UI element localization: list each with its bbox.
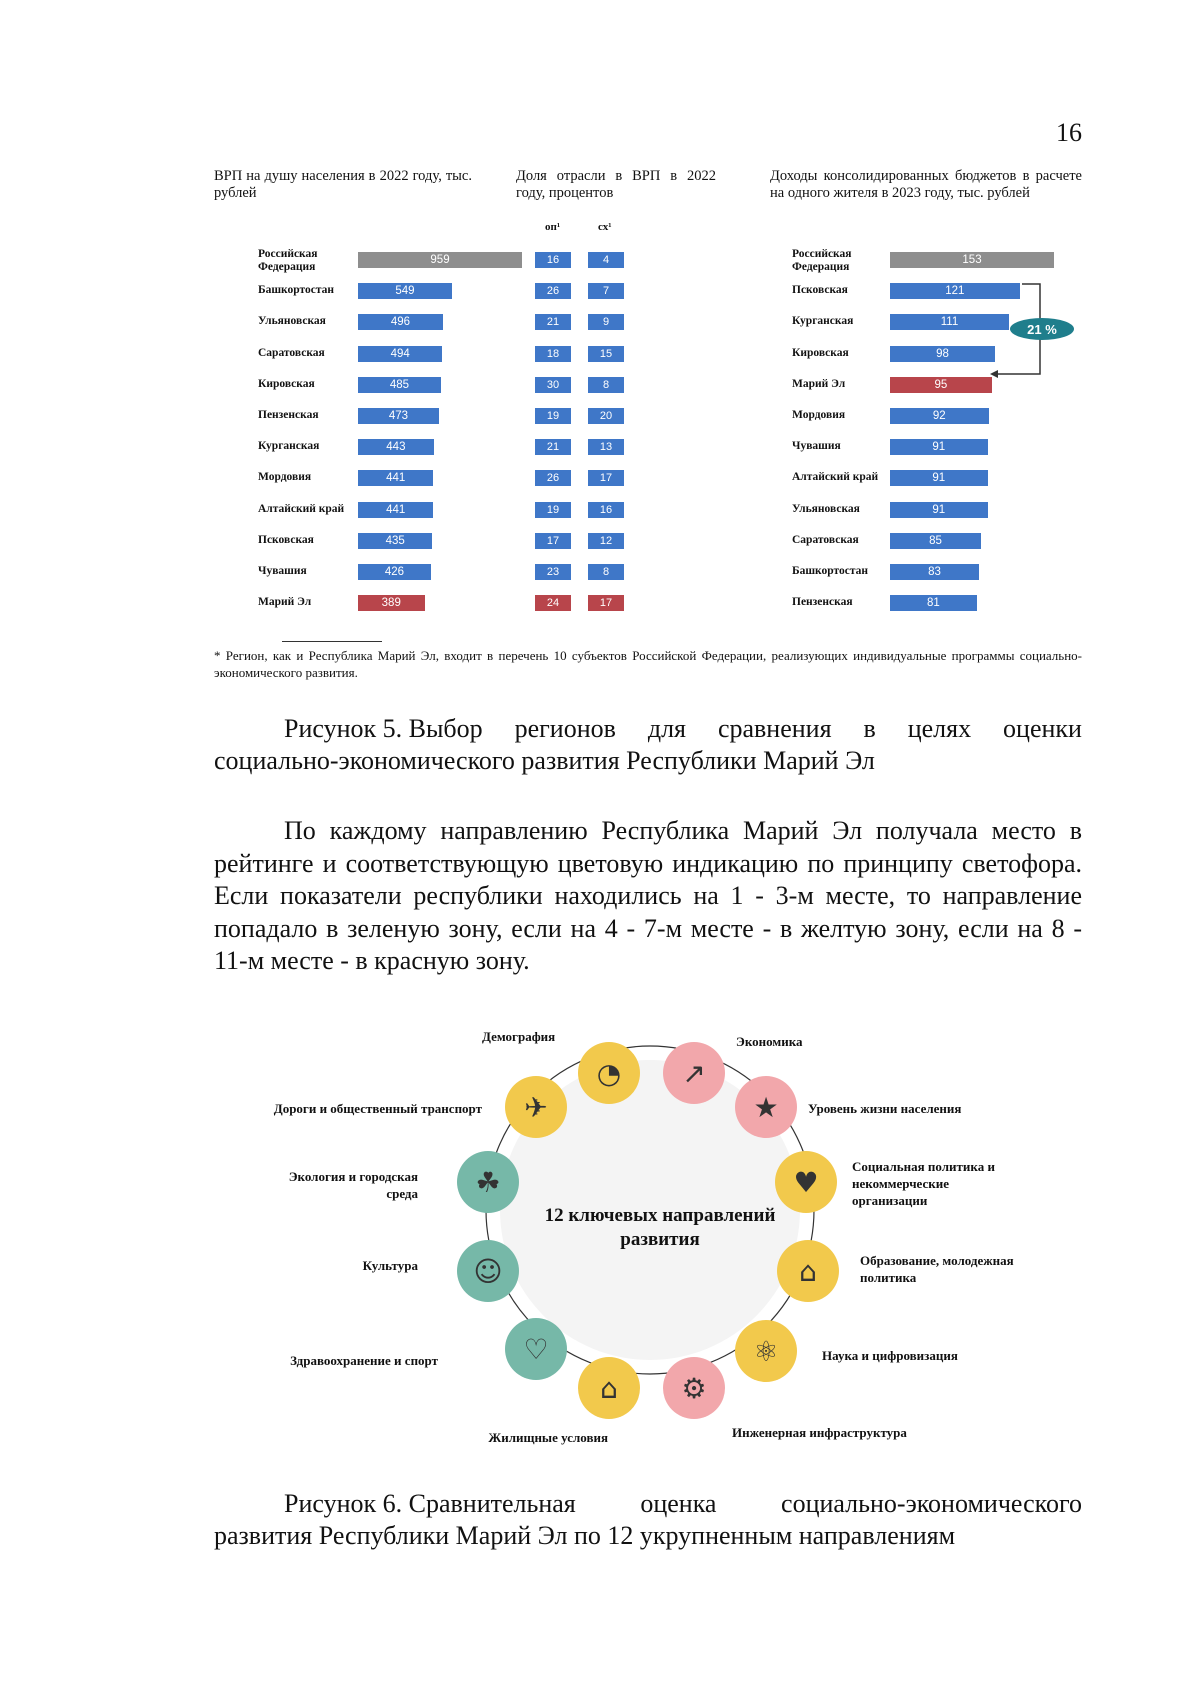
- direction-circle: [457, 1151, 519, 1213]
- living-standard-icon: ★: [753, 1090, 779, 1124]
- op-share-box: 21: [535, 314, 571, 330]
- left-row-label: Алтайский край: [258, 502, 345, 515]
- left-row-label: Курганская: [258, 440, 320, 453]
- left-row-label: Псковская: [258, 533, 314, 546]
- figure5-caption-word: Рисунок 5. Выбор: [284, 714, 483, 743]
- figure6-caption-word: социально-экономического: [781, 1489, 1082, 1518]
- vrp-bar: 959: [358, 252, 522, 268]
- sx-share-box: 9: [588, 314, 624, 330]
- sx-share-box: 20: [588, 408, 624, 424]
- body-paragraph: По каждому направлению Республика Марий Эл получала место в рейтинге и соответствующую цветовую индикацию по принципу светофора. Если показатели республики находились на 1 - 3-м месте, то направление попадало в зеленую зону, если на 4 - 7-м месте - в желтую зону, если на 8 - 11-м месте - в красную зону.: [214, 816, 1082, 975]
- op-share-box: 19: [535, 408, 571, 424]
- direction-circle: [457, 1240, 519, 1302]
- vrp-bar: 441: [358, 470, 433, 486]
- right-row-label: Башкортостан: [792, 565, 869, 577]
- left-row-label: Российская Федерация: [258, 248, 318, 273]
- health-icon: ♡: [523, 1332, 549, 1366]
- diagram-center-title: 12 ключевых направлений развития: [544, 1205, 776, 1250]
- vrp-bar: 494: [358, 346, 442, 362]
- left-row-label: Мордовия: [258, 471, 312, 484]
- figure6-caption-line2: развития Республики Марий Эл по 12 укрупненным направлениям: [214, 1521, 956, 1550]
- sx-share-box: 8: [588, 377, 624, 393]
- op-share-box: 17: [535, 533, 571, 549]
- infrastructure-icon: ⚙: [681, 1371, 707, 1405]
- sx-share-box: 7: [588, 283, 624, 299]
- vrp-bar: 441: [358, 502, 433, 518]
- sx-share-box: 17: [588, 470, 624, 486]
- annotation-21-percent: 21 %: [1027, 322, 1057, 337]
- culture-icon: ☺: [473, 1254, 503, 1288]
- op-share-box: 18: [535, 346, 571, 362]
- op-share-box: 16: [535, 252, 571, 268]
- income-bar: 91: [890, 439, 988, 455]
- direction-circle: [578, 1357, 640, 1419]
- sx-share-box: 17: [588, 595, 624, 611]
- ecology-icon: ☘: [475, 1165, 501, 1199]
- right-row-label: Мордовия: [792, 409, 846, 421]
- op-share-box: 21: [535, 439, 571, 455]
- direction-label: Социальная политика и некоммерческие организации: [852, 1159, 995, 1208]
- direction-label: Здравоохранение и спорт: [290, 1353, 438, 1368]
- sx-share-box: 12: [588, 533, 624, 549]
- page-number: 16: [1056, 118, 1082, 147]
- vrp-bar: 443: [358, 439, 434, 455]
- left-row-label: Пензенская: [258, 409, 319, 421]
- right-row-label: Псковская: [792, 284, 848, 297]
- direction-label: Экономика: [736, 1034, 803, 1049]
- income-bar: 91: [890, 502, 988, 518]
- direction-circle: [775, 1151, 837, 1213]
- economy-icon: ↗: [682, 1056, 706, 1090]
- right-row-label: Саратовская: [792, 533, 859, 546]
- transport-icon: ✈: [524, 1090, 548, 1124]
- direction-label: Наука и цифровизация: [822, 1348, 958, 1363]
- left-row-label: Саратовская: [258, 346, 325, 359]
- op-share-box: 23: [535, 564, 571, 580]
- vrp-bar: 435: [358, 533, 432, 549]
- income-bar: 111: [890, 314, 1009, 330]
- right-row-label: Кировская: [792, 346, 849, 359]
- direction-circle: [735, 1076, 797, 1138]
- chart3-title: Доходы консолидированных бюджетов в расчете на одного жителя в 2023 году, тыс. рублей: [770, 168, 1082, 201]
- figure5-caption-word: для: [647, 714, 687, 743]
- direction-circle: [663, 1357, 725, 1419]
- figure6-caption-word: оценка: [640, 1489, 717, 1518]
- chart1-title: ВРП на душу населения в 2022 году, тыс. рублей: [214, 168, 472, 201]
- direction-circle: [578, 1042, 640, 1104]
- vrp-bar: 473: [358, 408, 439, 424]
- income-bar: 153: [890, 252, 1054, 268]
- vrp-bar: 485: [358, 377, 441, 393]
- sx-share-box: 4: [588, 252, 624, 268]
- housing-icon: ⌂: [600, 1371, 618, 1405]
- sx-share-box: 15: [588, 346, 624, 362]
- figure6-caption: [214, 1488, 1082, 1552]
- figure5-caption-word: целях: [907, 714, 972, 743]
- vrp-bar: 496: [358, 314, 443, 330]
- income-bar: 95: [890, 377, 992, 393]
- left-row-label: Чувашия: [258, 565, 307, 577]
- direction-circle: [777, 1240, 839, 1302]
- right-row-label: Курганская: [792, 315, 854, 328]
- right-row-label: Пензенская: [792, 596, 853, 609]
- right-row-label: Алтайский край: [792, 471, 879, 484]
- left-row-label: Марий Эл: [258, 596, 312, 609]
- figure5-caption-line2: социально-экономического развития Республики Марий Эл: [214, 746, 875, 775]
- direction-label: Демография: [482, 1029, 556, 1044]
- direction-label: Экология и городская среда: [288, 1169, 418, 1201]
- demography-icon: ◔: [596, 1056, 622, 1090]
- figure5-caption-word: оценки: [1003, 714, 1082, 743]
- op-share-box: 26: [535, 283, 571, 299]
- education-icon: ⌂: [799, 1254, 817, 1288]
- vrp-bar: 426: [358, 564, 431, 580]
- income-bar: 98: [890, 346, 995, 362]
- vrp-bar: 389: [358, 595, 425, 611]
- figure5-caption-word: сравнения: [717, 714, 832, 743]
- right-row-label: Ульяновская: [792, 502, 860, 515]
- op-share-box: 26: [535, 470, 571, 486]
- direction-circle: [663, 1042, 725, 1104]
- direction-circle: [735, 1320, 797, 1382]
- direction-label: Инженерная инфраструктура: [732, 1425, 907, 1440]
- op-share-box: 19: [535, 502, 571, 518]
- sx-share-box: 8: [588, 564, 624, 580]
- footnote-divider: [282, 641, 382, 642]
- figure5-caption-word: регионов: [514, 714, 616, 743]
- direction-label: Образование, молодежная политика: [860, 1253, 1014, 1285]
- direction-label: Дороги и общественный транспорт: [273, 1101, 482, 1116]
- direction-circle: [505, 1076, 567, 1138]
- left-row-label: Кировская: [258, 377, 315, 390]
- figure6-caption-word: Рисунок 6. Сравнительная: [284, 1489, 576, 1518]
- sx-share-box: 16: [588, 502, 624, 518]
- income-bar: 81: [890, 595, 977, 611]
- right-row-label: Марий Эл: [792, 377, 846, 390]
- direction-label: Уровень жизни населения: [808, 1101, 962, 1116]
- footnote: * Регион, как и Республика Марий Эл, входит в перечень 10 субъектов Российской Федерации, реализующих индивидуальные программы социально-экономического развития.: [214, 648, 1082, 680]
- left-row-label: Ульяновская: [258, 315, 326, 328]
- income-bar: 83: [890, 564, 979, 580]
- growth-bracket: [990, 278, 1080, 384]
- op-share-box: 30: [535, 377, 571, 393]
- income-bar: 91: [890, 470, 988, 486]
- income-bar: 121: [890, 283, 1020, 299]
- figure5-caption-word: в: [863, 714, 876, 743]
- right-row-label: Российская Федерация: [792, 248, 852, 273]
- col-header-op: оп¹: [545, 221, 561, 233]
- left-row-label: Башкортостан: [258, 284, 335, 297]
- income-bar: 92: [890, 408, 989, 424]
- direction-label: Культура: [362, 1258, 418, 1273]
- chart2-title: Доля отрасли в ВРП в 2022 году, процентов: [516, 168, 716, 201]
- social-policy-icon: ♥: [793, 1165, 819, 1199]
- col-header-sx: сх¹: [598, 221, 612, 233]
- vrp-bar: 549: [358, 283, 452, 299]
- direction-circle: [505, 1318, 567, 1380]
- science-icon: ⚛: [753, 1334, 779, 1368]
- op-share-box: 24: [535, 595, 571, 611]
- sx-share-box: 13: [588, 439, 624, 455]
- direction-label: Жилищные условия: [488, 1430, 608, 1445]
- income-bar: 85: [890, 533, 981, 549]
- right-row-label: Чувашия: [792, 440, 841, 453]
- figure5-caption: [214, 713, 1082, 777]
